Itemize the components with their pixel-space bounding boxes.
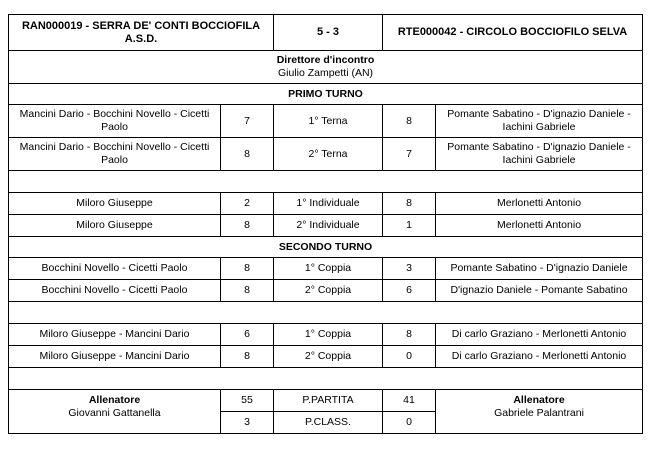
home-coach-label: Allenatore bbox=[88, 394, 141, 406]
home-players: Mancini Dario - Bocchini Novello - Cicetti Paolo bbox=[9, 105, 221, 138]
match-row bbox=[9, 258, 643, 280]
home-score: 8 bbox=[221, 280, 274, 302]
spacer-row bbox=[9, 171, 643, 193]
away-score: 8 bbox=[383, 324, 436, 346]
away-team: RTE000042 - CIRCOLO BOCCIOFILO SELVA bbox=[383, 15, 643, 51]
match-type: 2° Coppia bbox=[274, 280, 383, 302]
match-type: 2° Terna bbox=[274, 138, 383, 171]
match-row bbox=[9, 346, 643, 368]
director-row bbox=[9, 51, 643, 84]
home-players: Bocchini Novello - Cicetti Paolo bbox=[9, 258, 221, 280]
away-players: Pomante Sabatino - D'ignazio Daniele - Iachini Gabriele bbox=[436, 138, 643, 171]
home-score: 8 bbox=[221, 215, 274, 237]
spacer-cell bbox=[9, 368, 643, 390]
home-score: 2 bbox=[221, 193, 274, 215]
home-players: Miloro Giuseppe bbox=[9, 215, 221, 237]
match-row bbox=[9, 215, 643, 237]
standing-points-label: P.CLASS. bbox=[274, 412, 383, 434]
footer-row-partita bbox=[9, 390, 643, 412]
match-type: 2° Individuale bbox=[274, 215, 383, 237]
home-players: Miloro Giuseppe - Mancini Dario bbox=[9, 324, 221, 346]
match-row bbox=[9, 105, 643, 138]
match-points-label: P.PARTITA bbox=[274, 390, 383, 412]
home-players: Miloro Giuseppe bbox=[9, 193, 221, 215]
section-row bbox=[9, 237, 643, 258]
away-coach-name: Gabriele Palantrani bbox=[494, 407, 584, 419]
away-score: 8 bbox=[383, 105, 436, 138]
away-score: 7 bbox=[383, 138, 436, 171]
match-score: 5 - 3 bbox=[274, 15, 383, 51]
away-coach-cell bbox=[436, 390, 643, 434]
away-score: 3 bbox=[383, 258, 436, 280]
match-type: 1° Coppia bbox=[274, 258, 383, 280]
spacer-cell bbox=[9, 302, 643, 324]
away-players: Di carlo Graziano - Merlonetti Antonio bbox=[436, 324, 643, 346]
home-score: 6 bbox=[221, 324, 274, 346]
section-title-second: SECONDO TURNO bbox=[9, 237, 643, 258]
home-score: 7 bbox=[221, 105, 274, 138]
match-type: 1° Terna bbox=[274, 105, 383, 138]
spacer-cell bbox=[9, 171, 643, 193]
home-standing-points: 3 bbox=[221, 412, 274, 434]
away-score: 8 bbox=[383, 193, 436, 215]
match-report-table bbox=[8, 14, 643, 434]
away-players: Pomante Sabatino - D'ignazio Daniele - Iachini Gabriele bbox=[436, 105, 643, 138]
away-score: 0 bbox=[383, 346, 436, 368]
spacer-row bbox=[9, 368, 643, 390]
home-score: 8 bbox=[221, 258, 274, 280]
spacer-row bbox=[9, 302, 643, 324]
home-match-points: 55 bbox=[221, 390, 274, 412]
home-players: Miloro Giuseppe - Mancini Dario bbox=[9, 346, 221, 368]
away-score: 1 bbox=[383, 215, 436, 237]
director-cell bbox=[9, 51, 643, 84]
match-type: 1° Coppia bbox=[274, 324, 383, 346]
section-row bbox=[9, 84, 643, 105]
away-players: D'ignazio Daniele - Pomante Sabatino bbox=[436, 280, 643, 302]
match-row bbox=[9, 138, 643, 171]
header-row bbox=[9, 15, 643, 51]
home-players: Bocchini Novello - Cicetti Paolo bbox=[9, 280, 221, 302]
home-score: 8 bbox=[221, 138, 274, 171]
away-coach-label: Allenatore bbox=[513, 394, 565, 406]
away-match-points: 41 bbox=[383, 390, 436, 412]
director-label: Direttore d'incontro bbox=[276, 54, 375, 66]
away-score: 6 bbox=[383, 280, 436, 302]
home-score: 8 bbox=[221, 346, 274, 368]
match-row bbox=[9, 280, 643, 302]
away-players: Pomante Sabatino - D'ignazio Daniele bbox=[436, 258, 643, 280]
section-title-first: PRIMO TURNO bbox=[9, 84, 643, 105]
match-row bbox=[9, 193, 643, 215]
away-standing-points: 0 bbox=[383, 412, 436, 434]
match-type: 1° Individuale bbox=[274, 193, 383, 215]
home-players: Mancini Dario - Bocchini Novello - Cicetti Paolo bbox=[9, 138, 221, 171]
home-team: RAN000019 - SERRA DE' CONTI BOCCIOFILA A.S.D. bbox=[9, 15, 274, 51]
match-type: 2° Coppia bbox=[274, 346, 383, 368]
home-coach-name: Giovanni Gattanella bbox=[68, 407, 161, 419]
match-row bbox=[9, 324, 643, 346]
away-players: Di carlo Graziano - Merlonetti Antonio bbox=[436, 346, 643, 368]
director-name: Giulio Zampetti (AN) bbox=[277, 67, 374, 79]
home-coach-cell bbox=[9, 390, 221, 434]
away-players: Merlonetti Antonio bbox=[436, 193, 643, 215]
away-players: Merlonetti Antonio bbox=[436, 215, 643, 237]
